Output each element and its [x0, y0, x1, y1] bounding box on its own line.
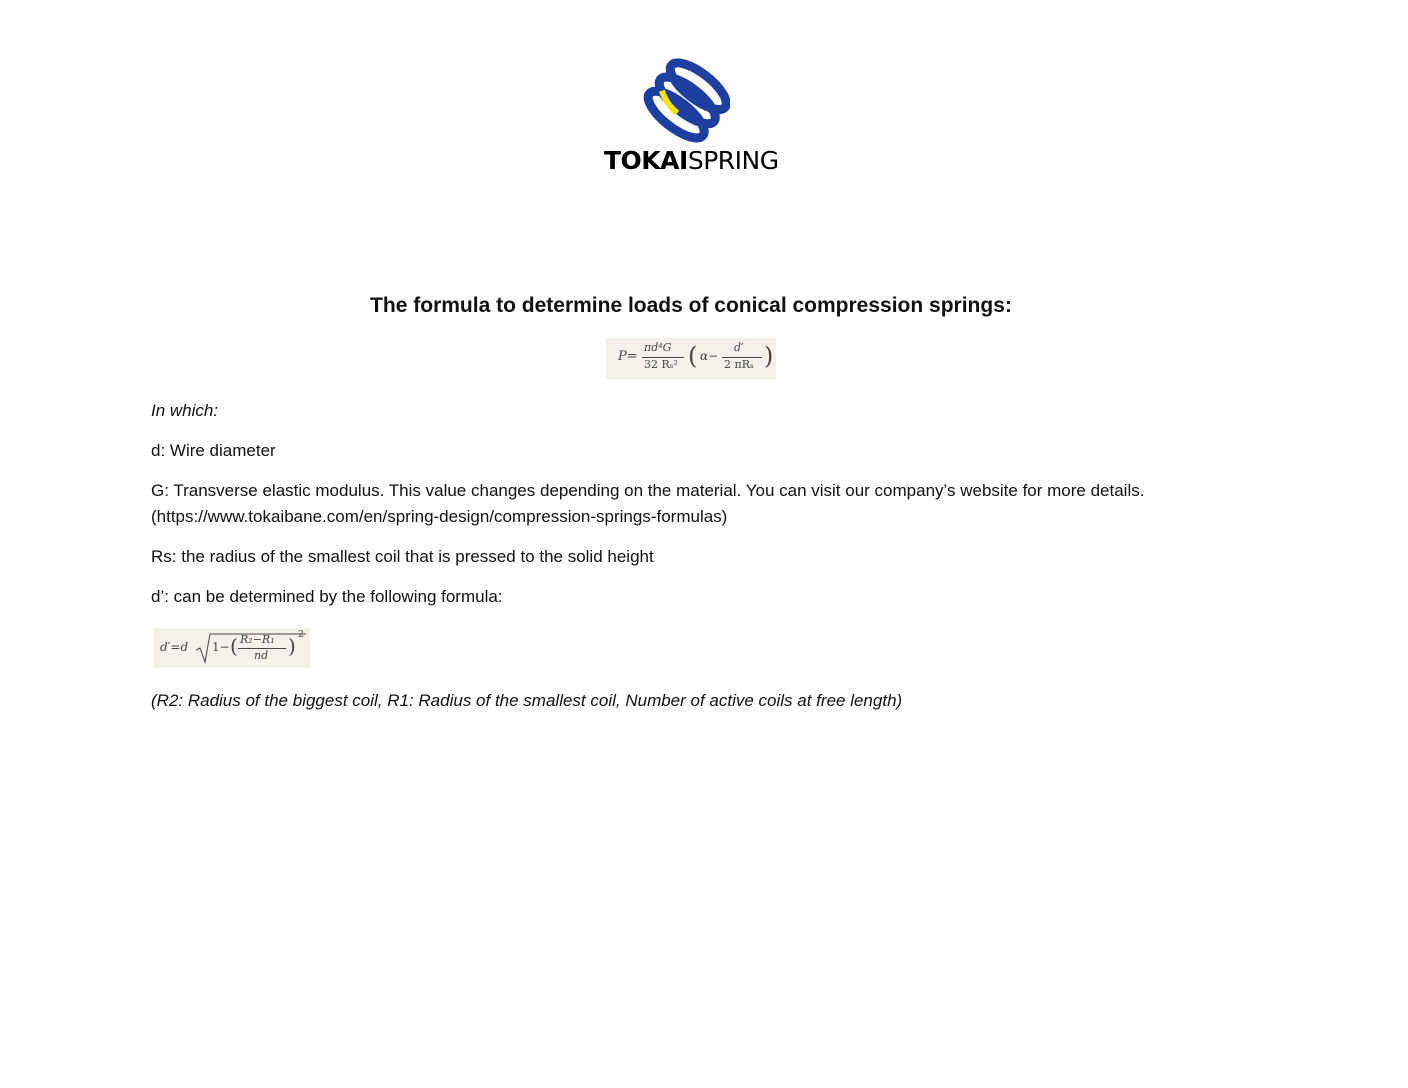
- page-title: The formula to determine loads of conical compression springs:: [370, 294, 1012, 317]
- note-text: (R2: Radius of the biggest coil, R1: Radius of the smallest coil, Number of active coils at free length): [151, 691, 903, 710]
- formula2-den: nd: [254, 649, 269, 662]
- formula1-den2: 2 πRₛ: [724, 358, 754, 371]
- logo-brand-light: SPRING: [687, 146, 779, 175]
- formula2-lhs: d′=d: [160, 640, 189, 654]
- spring-logo-icon: [642, 58, 730, 146]
- item-wire-diameter: d: Wire diameter: [151, 441, 276, 460]
- load-formula-image: P= πd⁴G 32 Rₛ² ( α− d′ 2 πRₛ ): [606, 338, 776, 380]
- item-smallest-coil-radius: Rs: the radius of the smallest coil that is pressed to the solid height: [151, 547, 654, 566]
- formula1-num1: πd⁴G: [644, 341, 672, 354]
- formula2-exp: 2: [298, 630, 304, 640]
- logo-brand-bold: TOKAI: [604, 146, 688, 175]
- formula1-lhs: P=: [618, 349, 638, 364]
- formula1-num2: d′: [734, 341, 744, 354]
- logo-wordmark: [604, 146, 779, 175]
- formula1-alpha: α−: [700, 349, 719, 363]
- formula2-num: R₂−R₁: [240, 633, 275, 646]
- item-d-prime: d’: can be determined by the following formula:: [151, 587, 503, 606]
- item-modulus-url: (https://www.tokaibane.com/en/spring-design/compression-springs-formulas): [151, 507, 728, 526]
- d-prime-formula-image: d′=d 1− ( R₂−R₁ nd ) 2: [154, 628, 310, 668]
- formula2-one: 1−: [212, 640, 230, 654]
- intro-text: In which:: [151, 401, 219, 420]
- company-logo: [598, 58, 788, 178]
- item-elastic-modulus: G: Transverse elastic modulus. This value changes depending on the material. You can visit our company’s website for more details.: [151, 481, 1145, 500]
- formula1-den1: 32 Rₛ²: [644, 358, 678, 371]
